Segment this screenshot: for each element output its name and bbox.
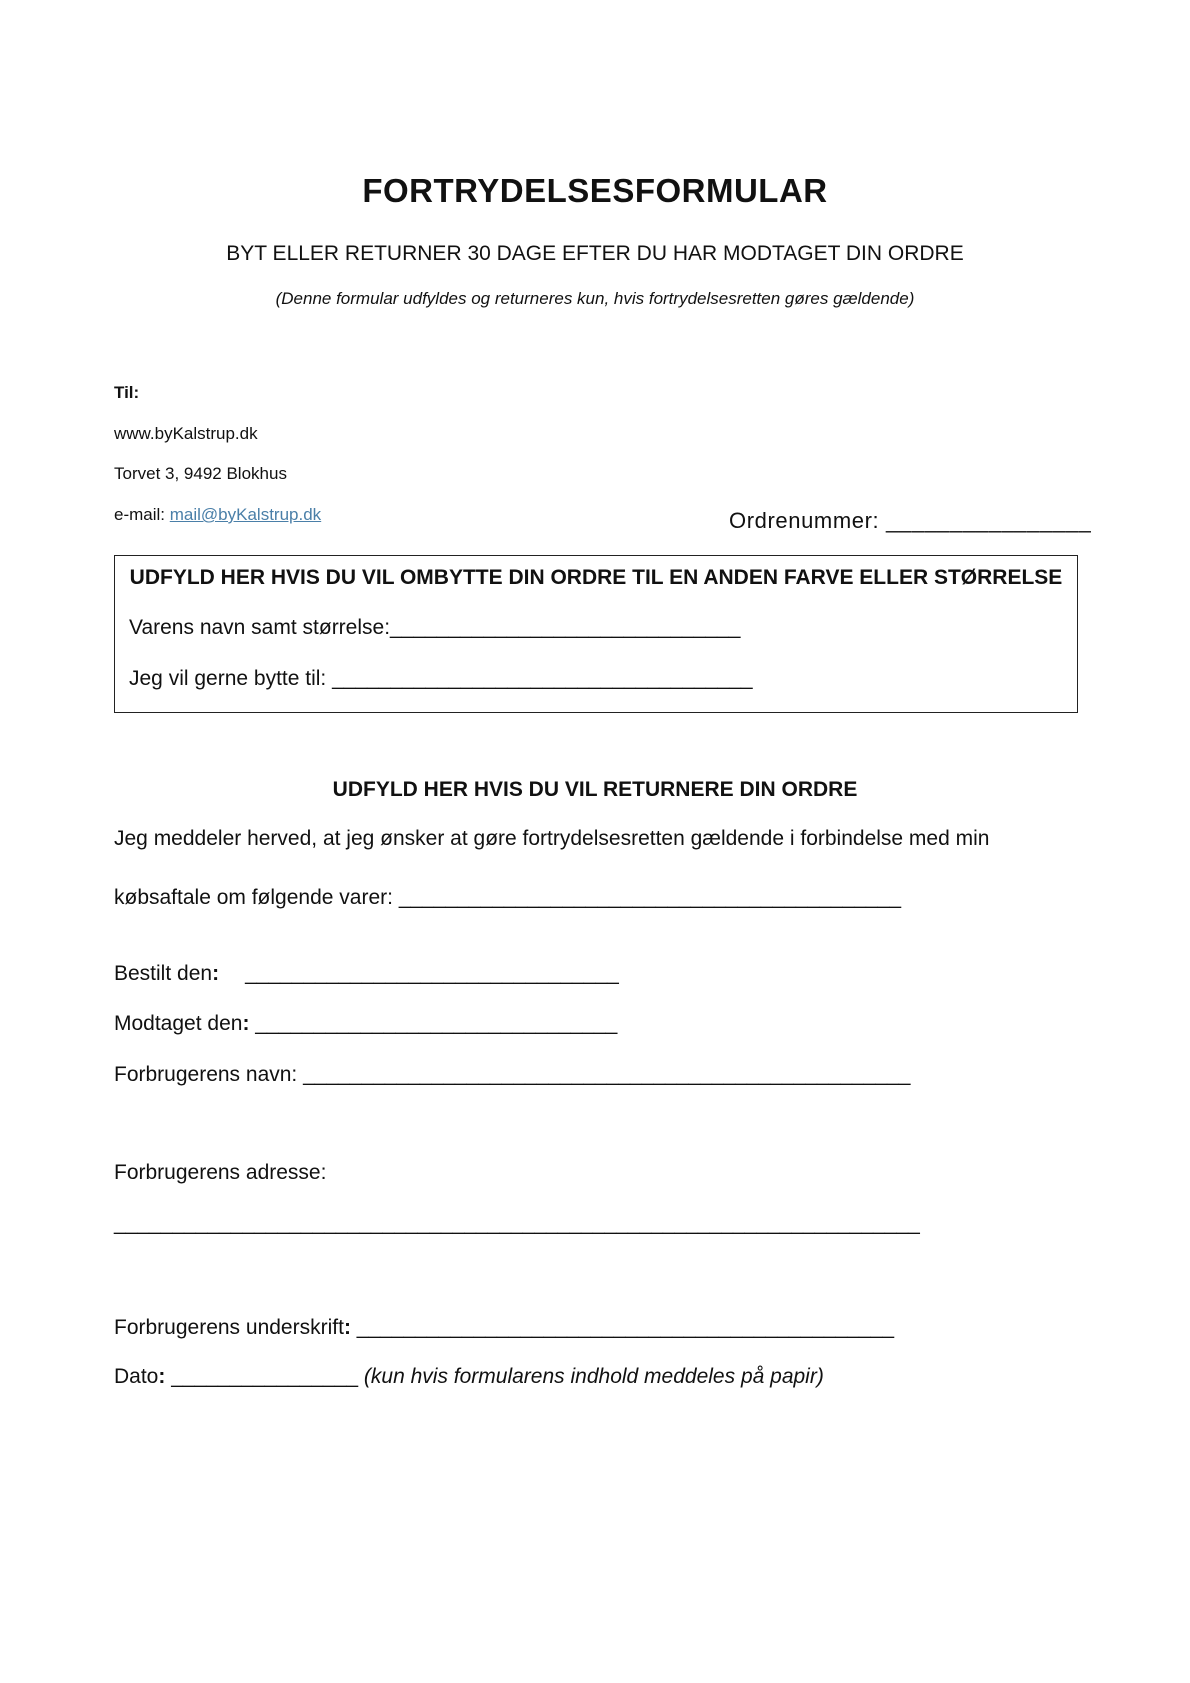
received-date-field[interactable]: _______________________________ xyxy=(255,1012,618,1035)
signature-label: Forbrugerens underskrift xyxy=(114,1316,344,1339)
return-goods-label: købsaftale om følgende varer: xyxy=(114,886,393,909)
return-goods-row xyxy=(114,886,901,910)
ordered-date-field[interactable]: ________________________________ xyxy=(245,962,619,985)
return-heading: UDFYLD HER HVIS DU VIL RETURNERE DIN ORDRE xyxy=(332,778,858,801)
date-row xyxy=(114,1365,824,1389)
ordered-date-label: Bestilt den xyxy=(114,962,213,985)
email-link[interactable]: mail@byKalstrup.dk xyxy=(169,505,322,524)
date-label: Dato xyxy=(114,1365,159,1388)
signature-field[interactable]: ______________________________________________ xyxy=(356,1316,895,1339)
exchange-item-label: Varens navn samt størrelse: xyxy=(129,616,391,639)
ordered-colon: : xyxy=(212,962,220,985)
consumer-address-label: Forbrugerens adresse: xyxy=(114,1161,327,1184)
consumer-address-field[interactable]: _____________________________________________________________________ xyxy=(114,1212,920,1235)
exchange-item-field[interactable]: ______________________________ xyxy=(390,616,741,639)
order-number-row xyxy=(729,508,1091,534)
order-number-label: Ordrenummer: xyxy=(729,508,880,533)
consumer-name-label: Forbrugerens navn: xyxy=(114,1063,298,1086)
exchange-swap-label: Jeg vil gerne bytte til: xyxy=(129,667,327,690)
consumer-name-field[interactable]: ____________________________________________________ xyxy=(303,1063,911,1086)
return-statement: Jeg meddeler herved, at jeg ønsker at gøre fortrydelsesretten gældende i forbindelse med min xyxy=(114,827,990,850)
received-colon: : xyxy=(242,1012,250,1035)
exchange-swap-row xyxy=(129,667,753,691)
page-subtitle: BYT ELLER RETURNER 30 DAGE EFTER DU HAR MODTAGET DIN ORDRE xyxy=(226,242,964,265)
date-note: (kun hvis formularens indhold meddeles på papir) xyxy=(363,1365,824,1388)
page-title: FORTRYDELSESFORMULAR xyxy=(362,172,828,209)
signature-colon: : xyxy=(343,1316,351,1339)
exchange-heading: UDFYLD HER HVIS DU VIL OMBYTTE DIN ORDRE TIL EN ANDEN FARVE ELLER STØRRELSE xyxy=(129,566,1063,589)
recipient-website: www.byKalstrup.dk xyxy=(114,424,258,443)
return-goods-field[interactable]: ___________________________________________ xyxy=(398,886,902,909)
signature-row xyxy=(114,1316,894,1340)
exchange-item-row xyxy=(129,616,740,640)
consumer-name-row xyxy=(114,1063,910,1087)
email-label: e-mail: xyxy=(114,505,166,524)
usage-note: (Denne formular udfyldes og returneres kun, hvis fortrydelsesretten gøres gældende) xyxy=(275,289,915,308)
ordered-date-row xyxy=(114,962,619,986)
recipient-label: Til: xyxy=(114,383,140,402)
date-colon: : xyxy=(158,1365,166,1388)
recipient-email-row xyxy=(114,505,321,525)
order-number-field[interactable]: ________________ xyxy=(885,508,1092,533)
exchange-swap-field[interactable]: ____________________________________ xyxy=(332,667,753,690)
recipient-address: Torvet 3, 9492 Blokhus xyxy=(114,464,287,483)
received-date-label: Modtaget den xyxy=(114,1012,243,1035)
received-date-row xyxy=(114,1012,617,1036)
date-field[interactable]: ________________ xyxy=(171,1365,359,1388)
